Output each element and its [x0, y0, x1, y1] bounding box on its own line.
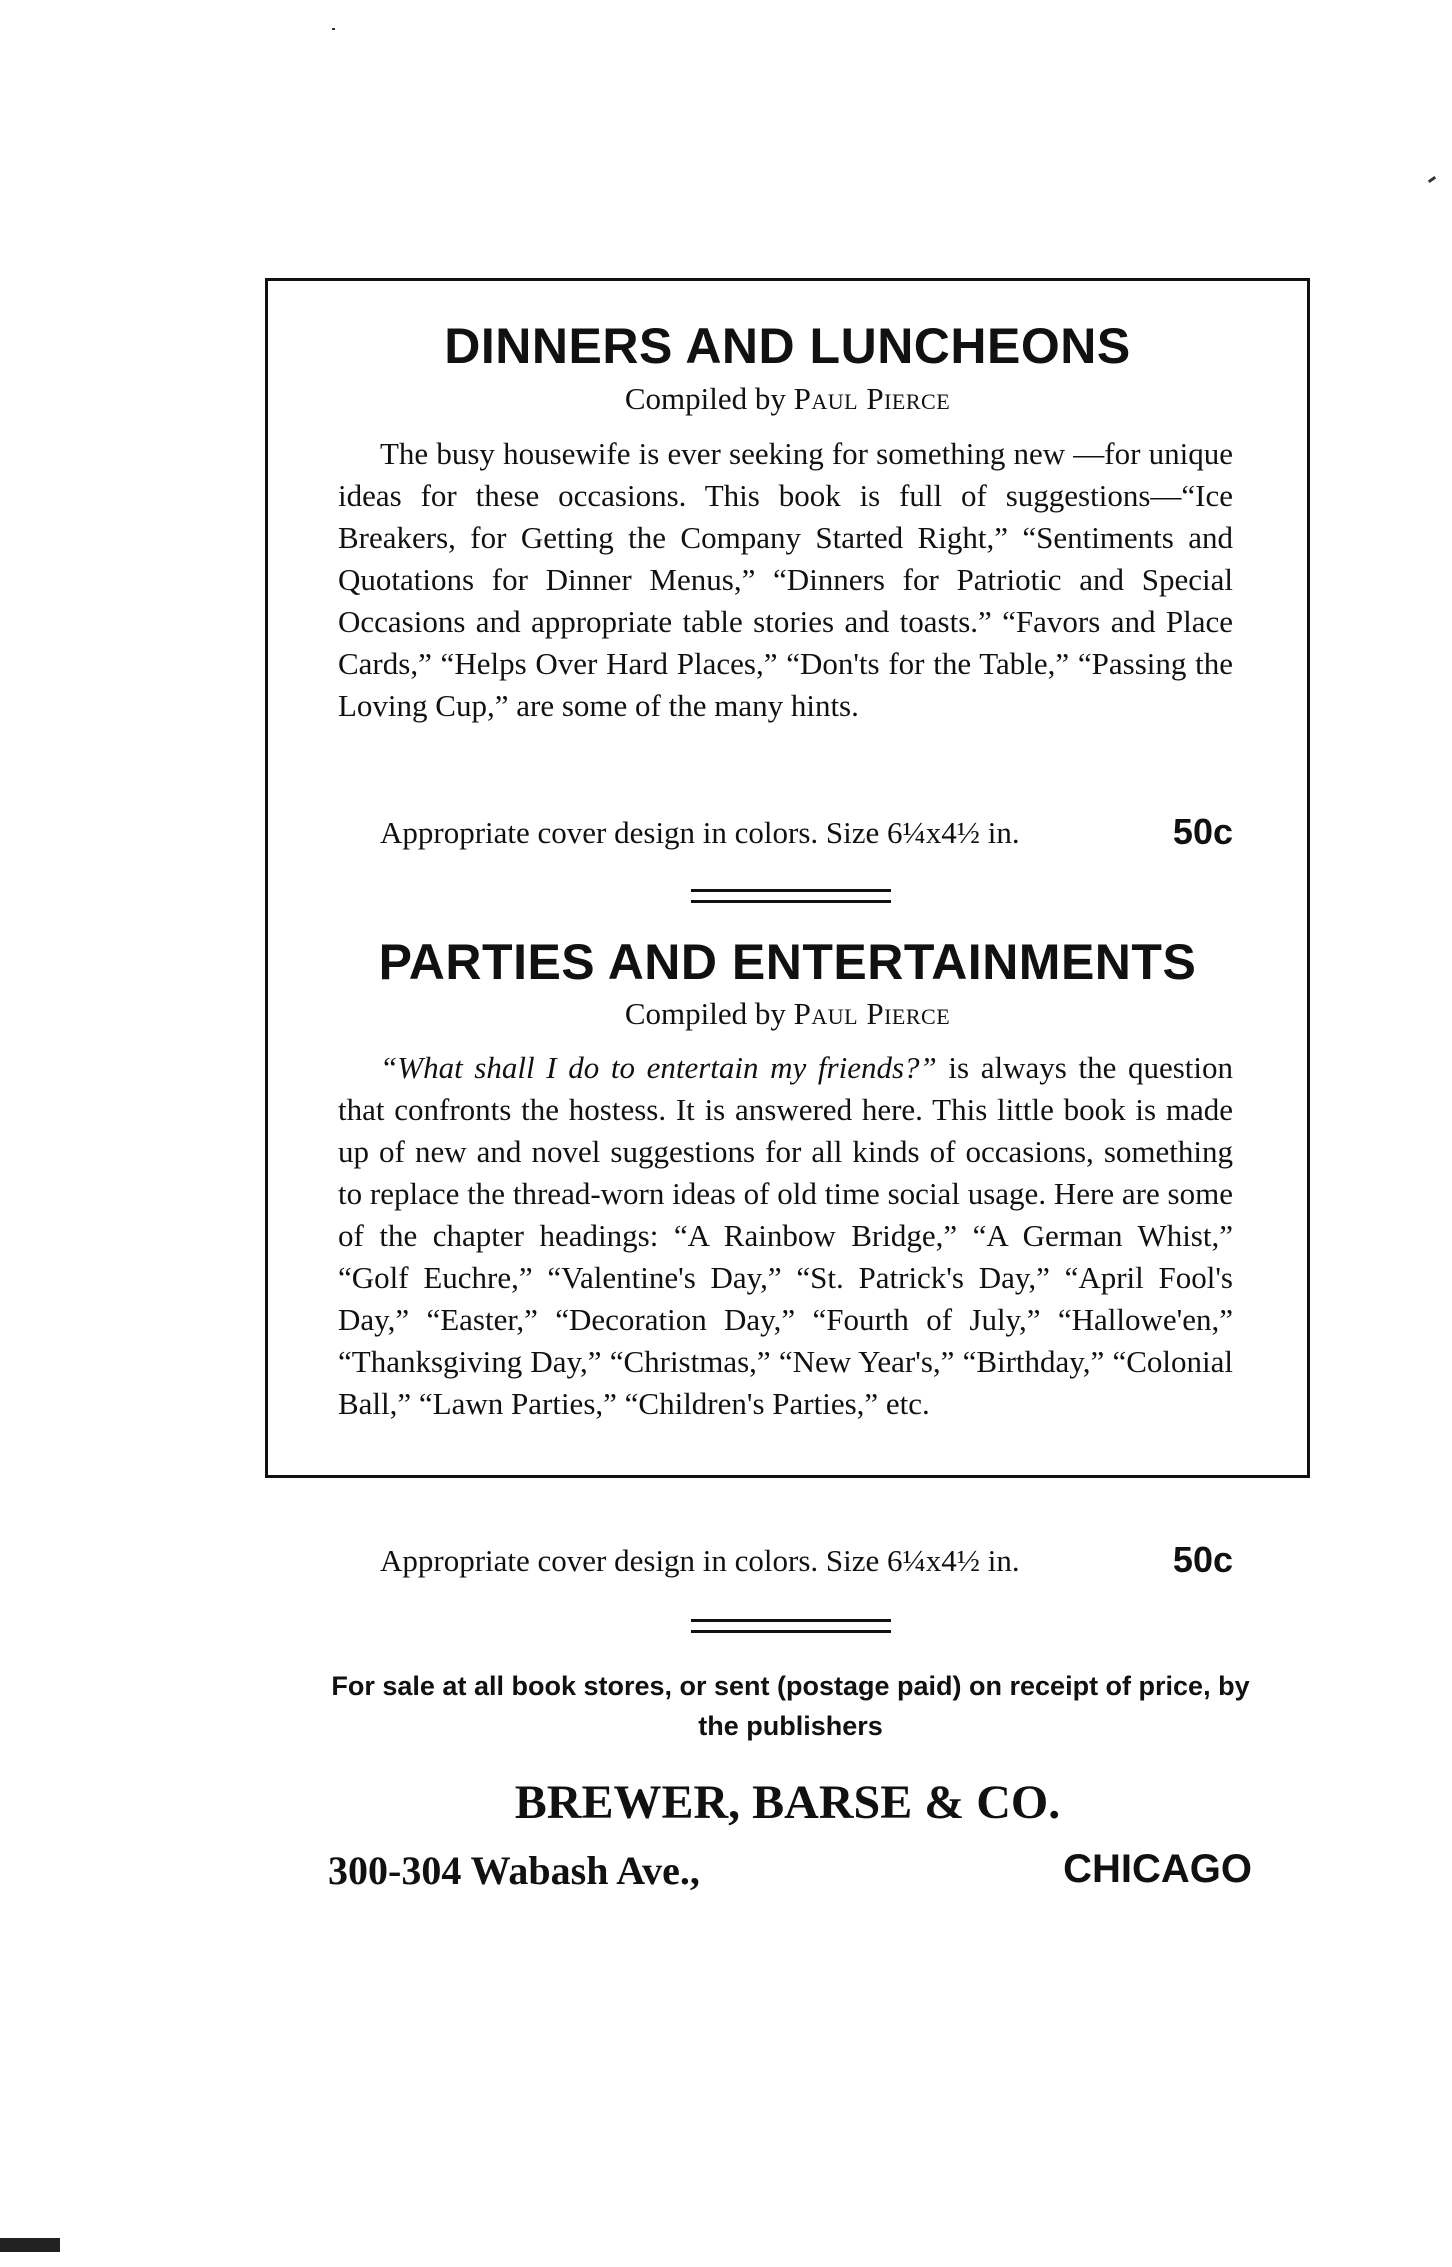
cover-note-parties [338, 1539, 1233, 1580]
cover-note-text: Appropriate cover design in colors. Size 6¼x4½ in. [380, 1543, 1020, 1578]
byline-prefix: Compiled by [624, 996, 786, 1031]
publisher-city: CHICAGO [1063, 1847, 1252, 1891]
scan-mark [332, 28, 335, 30]
byline-prefix: Compiled by [624, 381, 786, 416]
price-dinners: 50c [1172, 811, 1233, 852]
double-rule-divider [691, 889, 891, 903]
author-name: Paul Pierce [793, 996, 951, 1031]
publisher-name: BREWER, BARSE & CO. [514, 1776, 1061, 1829]
quote-text: “What shall I do to entertain my friends?” [380, 1050, 937, 1085]
scan-mark [0, 2238, 60, 2252]
description-dinners: The busy housewife is ever seeking for something new —for unique ideas for these occasions. This book is full of suggestions—“Ice Breakers, for Getting the Company Started Right,” “Sentiments and Quotations for Dinner Menus,” “Dinners for Patriotic and Special Occasions and appropriate table stories and toasts.” “Favors and Place Cards,” “Helps Over Hard Places,” “Don'ts for the Table,” “Passing the Loving Cup,” are some of the many hints. [338, 436, 1233, 723]
publisher-address: 300-304 Wabash Ave., [328, 1848, 700, 1893]
author-name: Paul Pierce [793, 381, 951, 416]
section-title-dinners: DINNERS AND LUNCHEONS [444, 318, 1131, 374]
description-text: is always the question that confronts the hostess. It is answered here. This little book is made up of new and novel suggestions for all kinds of occasions, something to replace the thread-worn ideas of old time social usage. Here are some of the chapter headings: “A Rainbow Bridge,” “A German Whist,” “Golf Euchre,” “Valentine's Day,” “St. Patrick's Day,” “April Fool's Day,” “Easter,” “Decoration Day,” “Fourth of July,” “Hallowe'en,” “Thanksgiving Day,” “Christmas,” “New Year's,” “Birthday,” “Colonial Ball,” “Lawn Parties,” “Children's Parties,” etc. [338, 1050, 1234, 1421]
sale-note: For sale at all book stores, or sent (postage paid) on receipt of price, by the publishers [331, 1671, 1250, 1741]
double-rule-divider [691, 1619, 891, 1633]
scan-mark [1428, 176, 1436, 183]
section-title-parties: PARTIES AND ENTERTAINMENTS [378, 934, 1197, 990]
advertisement-box [265, 278, 1310, 1893]
price-parties: 50c [1172, 1539, 1233, 1580]
cover-note-dinners [338, 811, 1233, 852]
cover-note-text: Appropriate cover design in colors. Size 6¼x4½ in. [380, 815, 1020, 850]
byline-parties [268, 996, 1307, 1032]
description-parties [338, 1047, 1233, 1425]
byline-dinners [268, 381, 1307, 417]
